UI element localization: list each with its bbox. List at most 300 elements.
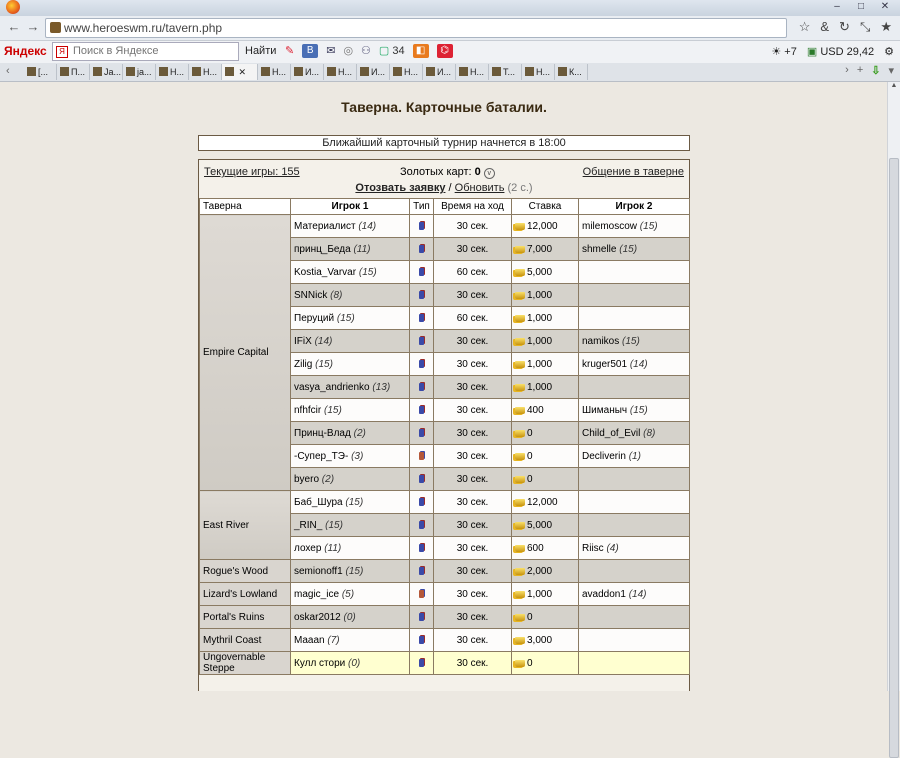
player2-cell: [579, 376, 690, 399]
page-title: Таверна. Карточные баталии.: [341, 99, 547, 115]
player2-cell: [579, 307, 690, 330]
game-type-cell: [410, 399, 434, 422]
forward-button[interactable]: →: [26, 19, 40, 34]
player1-name[interactable]: byero: [294, 473, 320, 485]
card-type-icon: [419, 590, 424, 598]
tavern-location: Ungovernable Steppe: [200, 652, 291, 675]
bet-value: 0: [527, 427, 533, 439]
browser-tab[interactable]: [390, 64, 423, 80]
tab-favicon-icon: [459, 67, 468, 76]
player1-level: (11): [324, 542, 342, 554]
player2-cell[interactable]: [579, 353, 690, 376]
player1-name[interactable]: magic_ice: [294, 588, 340, 600]
pdf-icon[interactable]: ⌬: [437, 44, 453, 58]
turn-time-cell: 60 сек.: [434, 261, 512, 284]
player1-cell[interactable]: [291, 261, 410, 284]
header-type: Тип: [410, 199, 434, 215]
header-time: Время на ход: [434, 199, 512, 215]
yandex-badge-icon: Я: [56, 46, 68, 58]
player1-cell[interactable]: [291, 215, 410, 238]
browser-tab[interactable]: [156, 64, 189, 80]
tab-label: Н...: [536, 67, 551, 77]
player2-level: (1): [628, 450, 641, 462]
player2-cell: [579, 606, 690, 629]
gold-coins-icon: [515, 522, 525, 529]
bet-value: 0: [527, 473, 533, 485]
player1-level: (13): [372, 381, 391, 393]
bet-cell: [512, 514, 579, 537]
bet-value: 7,000: [527, 243, 553, 255]
gold-coins-icon: [515, 591, 525, 598]
refresh-note: (2 с.): [507, 182, 533, 194]
fullscreen-icon[interactable]: ⤡: [859, 19, 871, 34]
header-tavern: Таверна: [200, 199, 291, 215]
player2-cell[interactable]: [579, 583, 690, 606]
player2-cell: [579, 491, 690, 514]
bet-value: 600: [527, 542, 544, 554]
gold-coins-icon: [515, 453, 525, 460]
game-type-cell: [410, 376, 434, 399]
player1-name[interactable]: принц_Беда: [294, 243, 351, 255]
bet-cell: [512, 307, 579, 330]
player1-level: (7): [327, 634, 340, 646]
header-bet: Ставка: [512, 199, 579, 215]
tab-list-icon[interactable]: ▾: [888, 65, 894, 77]
game-type-cell: [410, 330, 434, 353]
player1-cell[interactable]: [291, 330, 410, 353]
player1-level: (11): [353, 243, 371, 255]
tab-favicon-icon: [525, 67, 534, 76]
player1-level: (14): [358, 220, 377, 232]
site-favicon-icon: [50, 22, 61, 33]
header-player1: Игрок 1: [291, 199, 410, 215]
player2-cell: [579, 284, 690, 307]
tab-favicon-icon: [159, 67, 168, 76]
tab-favicon-icon: [126, 67, 135, 76]
tab-label: Н...: [470, 67, 485, 77]
player1-cell[interactable]: [291, 491, 410, 514]
player2-cell[interactable]: [579, 330, 690, 353]
bet-value: 1,000: [527, 588, 553, 600]
turn-time-cell: 30 сек.: [434, 491, 512, 514]
player2-name[interactable]: kruger501: [582, 358, 628, 370]
browser-tab[interactable]: [522, 64, 555, 80]
refresh-link[interactable]: Обновить: [454, 182, 505, 194]
player2-cell[interactable]: [579, 537, 690, 560]
close-tab-icon[interactable]: ✕: [236, 67, 247, 77]
bet-value: 1,000: [527, 381, 553, 393]
bet-value: 400: [527, 404, 544, 416]
bet-value: 3,000: [527, 634, 553, 646]
table-row: [200, 652, 690, 675]
browser-tab[interactable]: [324, 64, 357, 80]
player1-cell[interactable]: [291, 422, 410, 445]
card-type-icon: [419, 429, 424, 437]
gold-coins-icon: [515, 246, 525, 253]
gold-coins-icon: [515, 384, 525, 391]
player1-name[interactable]: vasya_andrienko: [294, 381, 370, 393]
player1-name[interactable]: Перуций: [294, 312, 335, 324]
card-type-icon: [419, 475, 424, 483]
table-row: [200, 606, 690, 629]
player1-level: (5): [341, 588, 355, 600]
player1-cell[interactable]: [291, 629, 410, 652]
turn-time-cell: 30 сек.: [434, 537, 512, 560]
player1-cell[interactable]: [291, 652, 410, 675]
withdraw-request-link[interactable]: Отозвать заявку: [355, 182, 446, 194]
gold-coins-icon: [515, 499, 525, 506]
player1-level: (15): [345, 496, 364, 508]
tab-label: Н...: [203, 67, 218, 77]
player1-level: (15): [324, 404, 342, 416]
player1-cell[interactable]: [291, 399, 410, 422]
table-row: [200, 629, 690, 652]
player1-level: (15): [345, 565, 364, 577]
minimize-button[interactable]: –: [834, 1, 840, 12]
player2-level: (4): [606, 542, 619, 554]
table-row: [200, 583, 690, 606]
game-type-cell: [410, 238, 434, 261]
browser-tab[interactable]: [555, 64, 588, 80]
game-type-cell: [410, 261, 434, 284]
gold-coins-icon: [515, 614, 525, 621]
browser-tab[interactable]: [456, 64, 489, 80]
player1-name[interactable]: _RIN_: [294, 519, 323, 531]
tab-favicon-icon: [558, 67, 567, 76]
bet-value: 12,000: [527, 496, 558, 508]
browser-tab[interactable]: [222, 64, 258, 80]
tab-label: И...: [437, 67, 451, 77]
player1-name[interactable]: Материалист: [294, 220, 356, 232]
card-type-icon: [419, 291, 424, 299]
bet-value: 5,000: [527, 266, 553, 278]
player2-level: (14): [629, 358, 648, 370]
gold-coins-icon: [515, 637, 525, 644]
gold-cards-dropdown-icon[interactable]: v: [484, 168, 495, 179]
tab-favicon-icon: [294, 67, 303, 76]
tab-bar: [0, 63, 900, 82]
turn-time-cell: 60 сек.: [434, 307, 512, 330]
bookmark-star-icon[interactable]: ☆: [798, 19, 811, 34]
player2-cell[interactable]: [579, 215, 690, 238]
odnoklassniki-icon[interactable]: ◎: [343, 45, 354, 57]
address-bar[interactable]: [45, 18, 787, 38]
browser-tab[interactable]: [357, 64, 390, 80]
bet-value: 2,000: [527, 565, 553, 577]
gold-coins-icon: [515, 407, 525, 414]
bet-value: 0: [527, 611, 533, 623]
player1-name[interactable]: лохер: [294, 542, 322, 554]
player1-name[interactable]: Zilig: [294, 358, 313, 370]
player1-cell[interactable]: [291, 307, 410, 330]
close-window-button[interactable]: ✕: [880, 1, 890, 12]
bet-cell: [512, 238, 579, 261]
bet-cell: [512, 445, 579, 468]
player1-cell[interactable]: [291, 537, 410, 560]
bet-cell: [512, 353, 579, 376]
bet-cell: [512, 330, 579, 353]
gold-coins-icon: [515, 545, 525, 552]
bet-value: 5,000: [527, 519, 553, 531]
bet-value: 1,000: [527, 335, 553, 347]
gold-cards-info: [400, 166, 495, 179]
player2-cell: [579, 652, 690, 675]
settings-gear-icon[interactable]: ⚙: [884, 46, 894, 58]
bet-value: 0: [527, 657, 533, 669]
player1-name[interactable]: nfhfcir: [294, 404, 322, 416]
player1-cell[interactable]: [291, 238, 410, 261]
scroll-up-icon[interactable]: ▲: [890, 82, 898, 89]
player2-level: (14): [628, 588, 647, 600]
tab-label: И...: [305, 67, 319, 77]
yandex-buttons: [285, 44, 453, 58]
marker-icon[interactable]: ✎: [285, 45, 295, 57]
player1-cell[interactable]: [291, 560, 410, 583]
player1-cell[interactable]: [291, 468, 410, 491]
card-type-icon: [419, 314, 424, 322]
action-separator: /: [448, 182, 452, 194]
player1-cell[interactable]: [291, 445, 410, 468]
browser-tab[interactable]: [291, 64, 324, 80]
game-type-cell: [410, 606, 434, 629]
bet-value: 1,000: [527, 289, 553, 301]
turn-time-cell: 30 сек.: [434, 583, 512, 606]
card-type-icon: [419, 245, 424, 253]
player2-cell: [579, 560, 690, 583]
bet-value: 1,000: [527, 358, 553, 370]
turn-time-cell: 30 сек.: [434, 284, 512, 307]
card-type-icon: [419, 567, 424, 575]
bet-cell: [512, 606, 579, 629]
weather-widget[interactable]: ☀ +7: [771, 46, 797, 58]
gold-coins-icon: [515, 660, 525, 667]
player1-name[interactable]: Принц-Влад: [294, 427, 351, 439]
tavern-chat-link[interactable]: Общение в таверне: [582, 166, 684, 178]
card-type-icon: [419, 613, 424, 621]
player1-name[interactable]: Кулл стори: [294, 657, 346, 669]
games-table: [199, 198, 690, 675]
bet-cell: [512, 652, 579, 675]
player2-name[interactable]: shmelle: [582, 243, 617, 255]
tab-label: [...: [38, 67, 49, 77]
bet-value: 0: [527, 450, 533, 462]
tabs-scroll-left-icon[interactable]: ‹: [6, 65, 10, 77]
gold-coins-icon: [515, 430, 525, 437]
player1-name[interactable]: -Супер_ТЭ-: [294, 450, 349, 462]
back-button[interactable]: ←: [7, 19, 21, 34]
yandex-mail-count[interactable]: ▢ 34: [378, 45, 405, 57]
tabs-scroll-right-icon[interactable]: ›: [845, 64, 849, 76]
browser-tab[interactable]: [57, 64, 90, 80]
player1-cell[interactable]: [291, 606, 410, 629]
player2-cell[interactable]: [579, 399, 690, 422]
reload-icon[interactable]: ↻: [839, 19, 850, 34]
download-icon[interactable]: ⇩: [871, 65, 881, 77]
turn-time-cell: 30 сек.: [434, 353, 512, 376]
market-icon[interactable]: ◧: [413, 44, 429, 58]
player1-cell[interactable]: [291, 514, 410, 537]
yandex-search-input[interactable]: [71, 44, 235, 58]
game-type-cell: [410, 284, 434, 307]
card-type-icon: [419, 337, 424, 345]
card-type-icon: [419, 544, 424, 552]
tab-favicon-icon: [225, 67, 234, 76]
game-type-cell: [410, 353, 434, 376]
current-games-link[interactable]: Текущие игры: 155: [204, 166, 300, 178]
card-type-icon: [419, 268, 424, 276]
gold-coins-icon: [515, 269, 525, 276]
player2-name[interactable]: namikos: [582, 335, 620, 347]
game-type-cell: [410, 445, 434, 468]
page-actions-icon[interactable]: &: [820, 19, 830, 34]
player1-level: (3): [351, 450, 364, 462]
player1-cell[interactable]: [291, 376, 410, 399]
game-type-cell: [410, 514, 434, 537]
browser-tab[interactable]: [90, 64, 123, 80]
player2-name[interactable]: Шиманыч: [582, 404, 628, 416]
window-controls: [826, 0, 896, 14]
player1-name[interactable]: oskar2012: [294, 611, 341, 623]
player1-level: (15): [336, 312, 355, 324]
player1-name[interactable]: Maaan: [294, 634, 325, 646]
gold-coins-icon: [515, 476, 525, 483]
tab-label: Н...: [272, 67, 287, 77]
game-type-cell: [410, 307, 434, 330]
vk-icon[interactable]: B: [302, 44, 318, 58]
gold-coins-icon: [515, 568, 525, 575]
maximize-button[interactable]: □: [857, 1, 865, 12]
card-type-icon: [419, 406, 424, 414]
player1-level: (8): [330, 289, 343, 301]
card-type-icon: [419, 636, 424, 644]
game-type-cell: [410, 629, 434, 652]
player1-level: (0): [348, 657, 361, 669]
player2-name[interactable]: Decliverin: [582, 450, 626, 462]
player1-name[interactable]: Баб_Шура: [294, 496, 343, 508]
table-header-row: [200, 199, 690, 215]
tab-favicon-icon: [393, 67, 402, 76]
turn-time-cell: 30 сек.: [434, 652, 512, 675]
tavern-location: East River: [200, 491, 291, 560]
gold-coins-icon: [515, 338, 525, 345]
player1-level: (2): [353, 427, 366, 439]
player2-cell: [579, 514, 690, 537]
card-type-icon: [419, 383, 424, 391]
browser-tab[interactable]: [423, 64, 456, 80]
tab-favicon-icon: [360, 67, 369, 76]
bet-cell: [512, 376, 579, 399]
card-type-icon: [419, 452, 424, 460]
player1-name[interactable]: Kostia_Varvar: [294, 266, 357, 278]
game-type-cell: [410, 537, 434, 560]
player2-cell: [579, 629, 690, 652]
tavern-location: Rogue's Wood: [200, 560, 291, 583]
player1-name[interactable]: IFiX: [294, 335, 312, 347]
player2-name[interactable]: Riisc: [582, 542, 604, 554]
game-type-cell: [410, 583, 434, 606]
gold-cards-value: 0: [474, 166, 481, 178]
tab-favicon-icon: [93, 67, 102, 76]
contacts-icon[interactable]: ⚇: [361, 45, 371, 57]
scrollbar-thumb[interactable]: [889, 158, 899, 758]
yandex-search-field[interactable]: [52, 42, 239, 61]
player2-name[interactable]: Child_of_Evil: [582, 427, 641, 439]
player2-name[interactable]: milemoscow: [582, 220, 638, 232]
browser-tab[interactable]: [123, 64, 156, 80]
bet-cell: [512, 629, 579, 652]
bookmarks-star-icon[interactable]: ★: [880, 19, 892, 34]
player1-level: (14): [314, 335, 333, 347]
new-tab-icon[interactable]: +: [856, 64, 864, 76]
mail-icon[interactable]: ✉: [326, 45, 336, 57]
player1-name[interactable]: semionoff1: [294, 565, 343, 577]
player2-cell[interactable]: [579, 422, 690, 445]
turn-time-cell: 30 сек.: [434, 514, 512, 537]
tavern-location: Lizard's Lowland: [200, 583, 291, 606]
player2-name[interactable]: avaddon1: [582, 588, 626, 600]
turn-time-cell: 30 сек.: [434, 215, 512, 238]
browser-tab[interactable]: [258, 64, 291, 80]
gold-coins-icon: [515, 292, 525, 299]
bet-cell: [512, 583, 579, 606]
turn-time-cell: 30 сек.: [434, 330, 512, 353]
player2-cell[interactable]: [579, 445, 690, 468]
tavern-panel: [198, 159, 690, 691]
tab-favicon-icon: [492, 67, 501, 76]
tab-label: Н...: [170, 67, 185, 77]
tab-label: Н...: [338, 67, 353, 77]
card-type-icon: [419, 498, 424, 506]
player2-level: (15): [629, 404, 648, 416]
tab-favicon-icon: [27, 67, 36, 76]
turn-time-cell: 30 сек.: [434, 468, 512, 491]
player1-name[interactable]: SNNick: [294, 289, 328, 301]
bet-cell: [512, 468, 579, 491]
player1-cell[interactable]: [291, 284, 410, 307]
turn-time-cell: 30 сек.: [434, 399, 512, 422]
yandex-find-button[interactable]: Найти: [245, 45, 277, 57]
player1-cell[interactable]: [291, 583, 410, 606]
gold-cards-label: Золотых карт:: [400, 166, 472, 178]
vertical-scrollbar[interactable]: [887, 82, 900, 691]
card-type-icon: [419, 521, 424, 529]
tab-label: К...: [569, 67, 582, 77]
browser-tab[interactable]: [489, 64, 522, 80]
tab-favicon-icon: [192, 67, 201, 76]
bet-cell: [512, 491, 579, 514]
tab-bar-controls: [845, 64, 894, 77]
currency-widget[interactable]: ▣ USD 29,42: [806, 46, 875, 58]
card-type-icon: [419, 222, 424, 230]
bet-cell: [512, 215, 579, 238]
yandex-right-widgets: [771, 45, 894, 58]
turn-time-cell: 30 сек.: [434, 606, 512, 629]
browser-tab[interactable]: [189, 64, 222, 80]
player2-cell: [579, 261, 690, 284]
player1-level: (2): [321, 473, 335, 485]
browser-tab[interactable]: [24, 64, 57, 80]
card-type-icon: [419, 360, 424, 368]
yandex-logo[interactable]: Яндекс: [4, 44, 47, 58]
yandex-toolbar: [0, 41, 900, 64]
tab-label: Т...: [503, 67, 516, 77]
player1-cell[interactable]: [291, 353, 410, 376]
player2-cell[interactable]: [579, 238, 690, 261]
tab-label: И...: [371, 67, 385, 77]
firefox-logo-icon[interactable]: [6, 0, 20, 14]
game-type-cell: [410, 491, 434, 514]
table-row: [200, 560, 690, 583]
